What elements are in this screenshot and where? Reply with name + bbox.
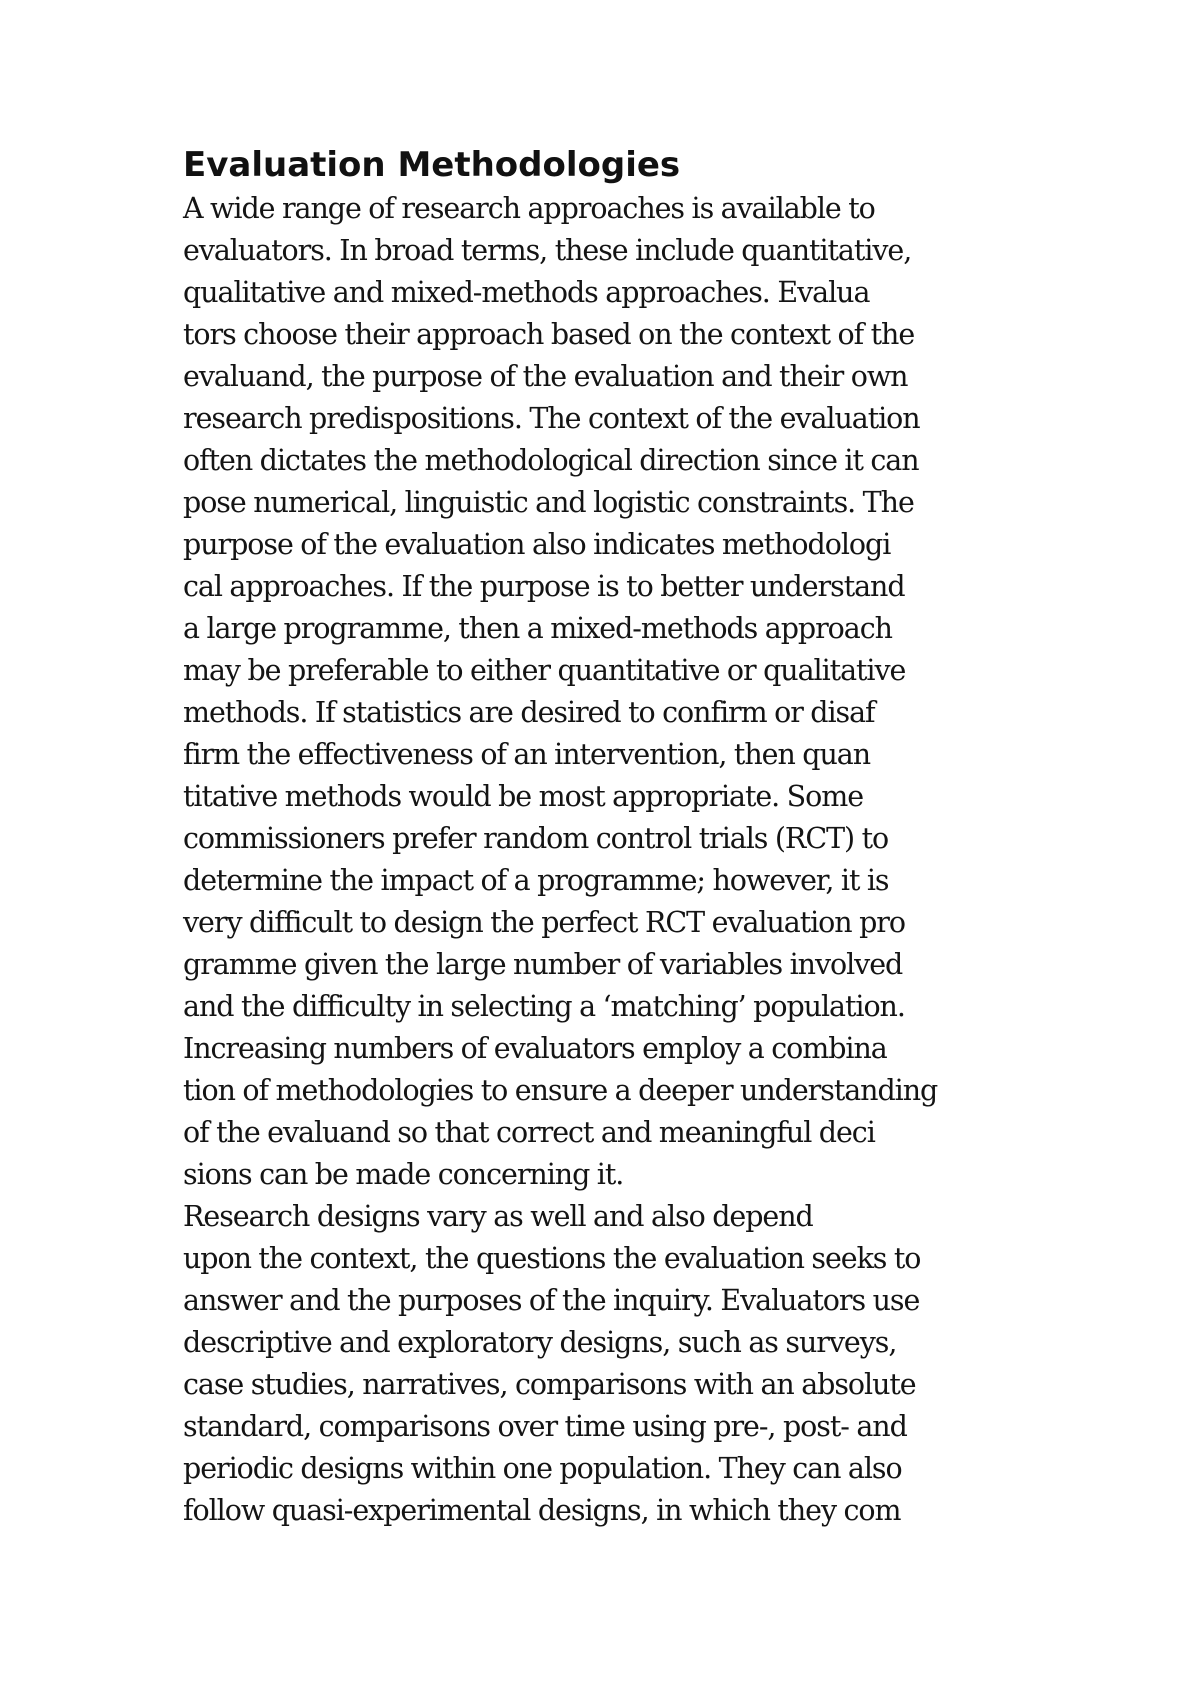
text-line: titative methods would be most appropriate. Some xyxy=(183,780,864,813)
text-line: follow quasi-experimental designs, in which they com xyxy=(183,1494,901,1527)
paragraph xyxy=(183,1196,1023,1532)
text-line: case studies, narratives, comparisons with an absolute xyxy=(183,1368,916,1401)
text-line: qualitative and mixed-methods approaches. Evalua xyxy=(183,276,870,309)
page-content xyxy=(183,142,1023,1532)
text-line: evaluand, the purpose of the evaluation and their own xyxy=(183,360,908,393)
text-line: descriptive and exploratory designs, such as surveys, xyxy=(183,1326,897,1359)
text-line: commissioners prefer random control trials (RCT) to xyxy=(183,822,889,855)
text-line: a large programme, then a mixed-methods approach xyxy=(183,612,892,645)
text-line: evaluators. In broad terms, these include quantitative, xyxy=(183,234,912,267)
text-line: answer and the purposes of the inquiry. Evaluators use xyxy=(183,1284,920,1317)
text-line: upon the context, the questions the evaluation seeks to xyxy=(183,1242,921,1275)
text-line: pose numerical, linguistic and logistic constraints. The xyxy=(183,486,914,519)
text-line: methods. If statistics are desired to confirm or disaf xyxy=(183,696,875,729)
text-line: gramme given the large number of variables involved xyxy=(183,948,903,981)
text-line: determine the impact of a programme; however, it is xyxy=(183,864,889,897)
section-heading: Evaluation Methodologies xyxy=(183,145,681,185)
text-line: Research designs vary as well and also depend xyxy=(183,1200,813,1233)
text-line: research predispositions. The context of the evaluation xyxy=(183,402,920,435)
text-line: very difficult to design the perfect RCT evaluation pro xyxy=(183,906,905,939)
text-line: purpose of the evaluation also indicates methodologi xyxy=(183,528,891,561)
text-line: often dictates the methodological direction since it can xyxy=(183,444,919,477)
text-line: A wide range of research approaches is available to xyxy=(183,192,875,225)
text-line: may be preferable to either quantitative or qualitative xyxy=(183,654,906,687)
text-line: and the difficulty in selecting a ‘matching’ population. xyxy=(183,990,905,1023)
text-line: tion of methodologies to ensure a deeper understanding xyxy=(183,1074,938,1107)
text-line: standard, comparisons over time using pre-, post- and xyxy=(183,1410,907,1443)
body-text xyxy=(183,188,1023,1532)
text-line: sions can be made concerning it. xyxy=(183,1158,624,1191)
text-line: Increasing numbers of evaluators employ a combina xyxy=(183,1032,887,1065)
text-line: cal approaches. If the purpose is to better understand xyxy=(183,570,905,603)
text-line: tors choose their approach based on the context of the xyxy=(183,318,915,351)
text-line: firm the effectiveness of an intervention, then quan xyxy=(183,738,871,771)
text-line: of the evaluand so that correct and meaningful deci xyxy=(183,1116,875,1149)
text-line: periodic designs within one population. They can also xyxy=(183,1452,902,1485)
paragraph xyxy=(183,188,1023,1196)
